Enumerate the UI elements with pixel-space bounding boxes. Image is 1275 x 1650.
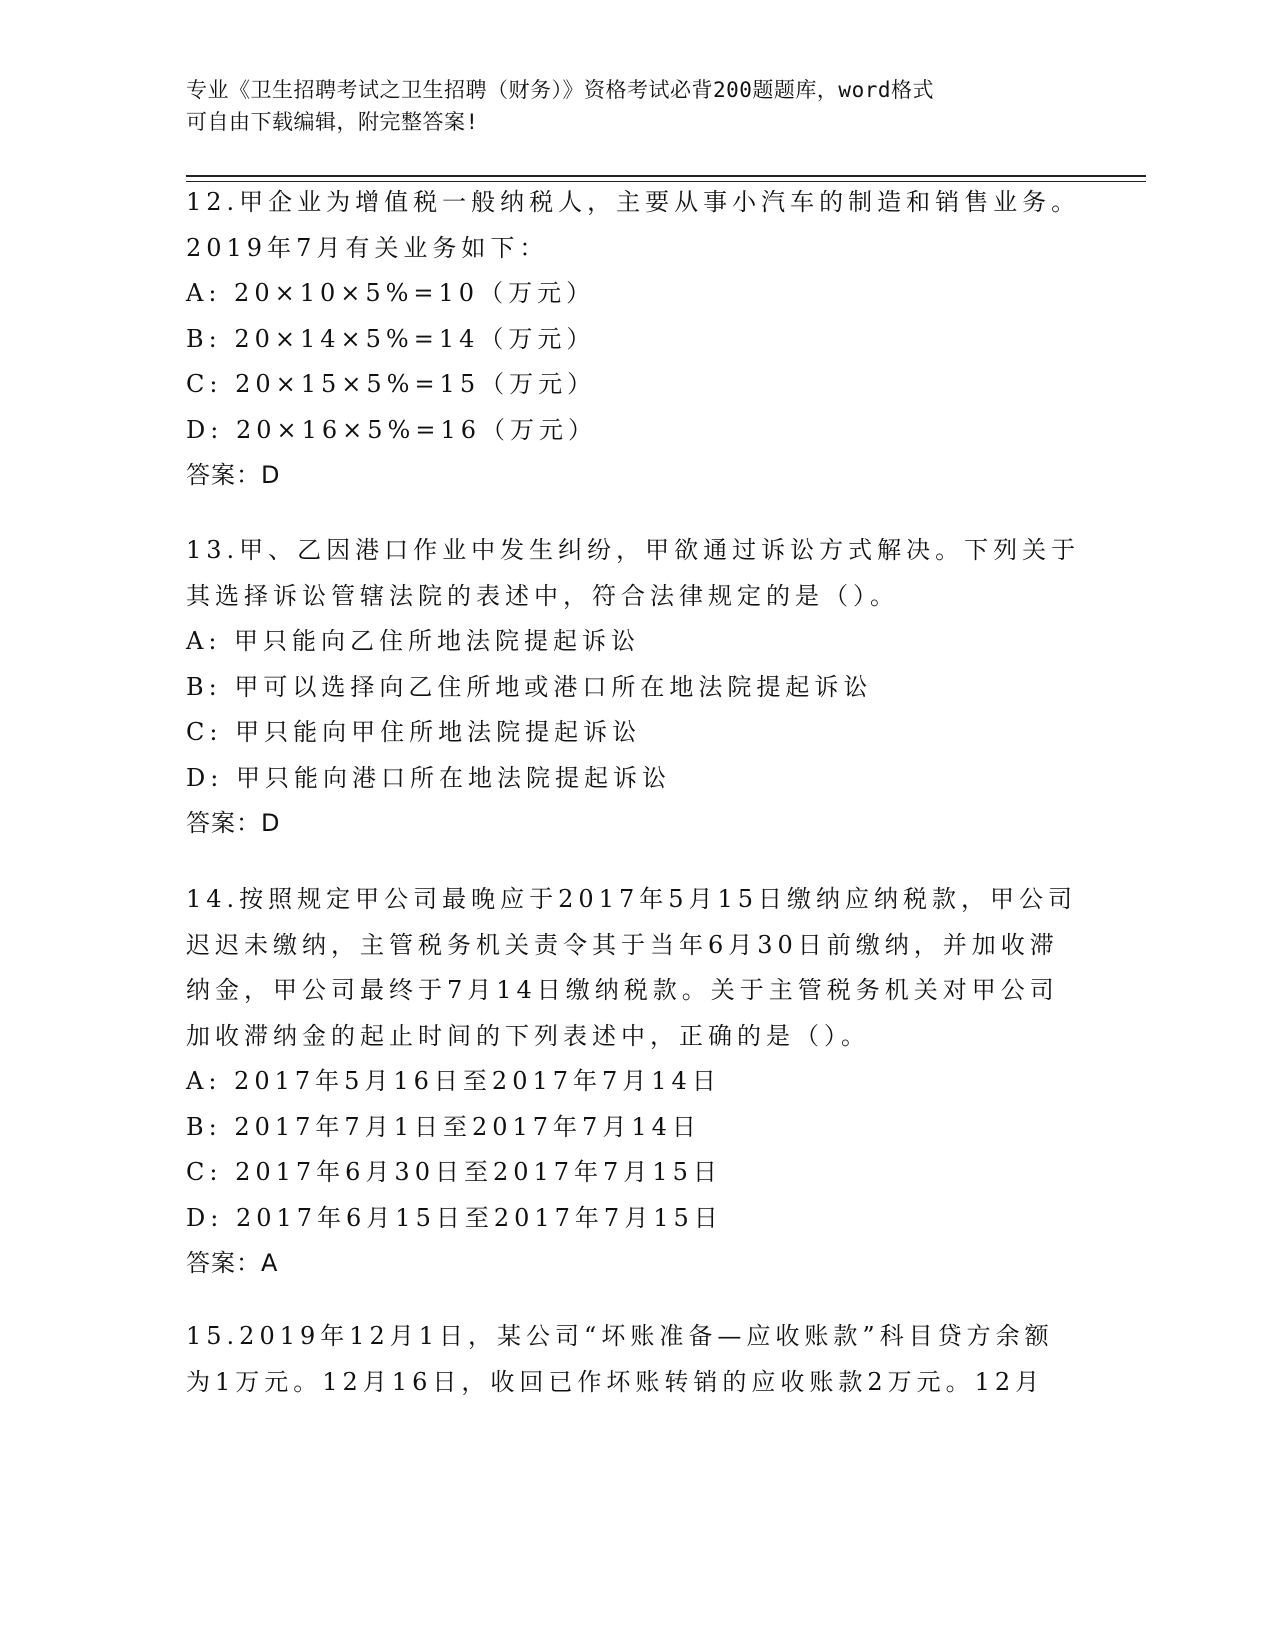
option-a: A: 甲只能向乙住所地法院提起诉讼 (186, 627, 641, 655)
question-13 (186, 528, 1081, 847)
question-stem: 13.甲、乙因港口作业中发生纠纷，甲欲通过诉讼方式解决。下列关于 (186, 536, 1081, 564)
option-b: B: 甲可以选择向乙住所地或港口所在地法院提起诉讼 (186, 672, 873, 701)
question-stem: 纳金，甲公司最终于7月14日缴纳税款。关于主管税务机关对甲公司 (186, 976, 1059, 1004)
question-12 (186, 180, 1081, 499)
answer-line: 答案：A (186, 1249, 279, 1277)
option-b: B: 2017年7月1日至2017年7月14日 (186, 1112, 701, 1141)
answer-line: 答案：D (186, 809, 281, 837)
option-c: C: 20×15×5%=15（万元） (186, 370, 597, 398)
header-divider (186, 175, 1146, 177)
question-14 (186, 877, 1078, 1287)
header-line: 专业《卫生招聘考试之卫生招聘（财务）》资格考试必背200题题库，word格式 (186, 78, 934, 102)
question-stem: 迟迟未缴纳，主管税务机关责令其于当年6月30日前缴纳，并加收滞 (186, 930, 1059, 959)
question-stem: 15.2019年12月1日，某公司“坏账准备—应收账款”科目贷方余额 (186, 1322, 1054, 1350)
question-stem: 14.按照规定甲公司最晚应于2017年5月15日缴纳应纳税款，甲公司 (186, 885, 1078, 913)
option-d: D: 甲只能向港口所在地法院提起诉讼 (186, 763, 671, 792)
option-a: A: 20×10×5%=10（万元） (186, 279, 596, 307)
option-c: C: 2017年6月30日至2017年7月15日 (186, 1158, 722, 1186)
question-stem: 加收滞纳金的起止时间的下列表述中，正确的是（）。 (186, 1021, 870, 1050)
document-header (186, 74, 1066, 138)
answer-line: 答案：D (186, 461, 281, 489)
option-d: D: 20×16×5%=16（万元） (186, 415, 597, 444)
question-stem: 其选择诉讼管辖法院的表述中，符合法律规定的是（）。 (186, 581, 899, 610)
question-stem: 12.甲企业为增值税一般纳税人，主要从事小汽车的制造和销售业务。 (186, 188, 1081, 216)
header-line: 可自由下载编辑，附完整答案! (186, 110, 479, 134)
option-c: C: 甲只能向甲住所地法院提起诉讼 (186, 718, 642, 746)
option-d: D: 2017年6月15日至2017年7月15日 (186, 1203, 723, 1232)
question-stem: 为1万元。12月16日，收回已作坏账转销的应收账款2万元。12月 (186, 1367, 1045, 1396)
question-stem: 2019年7月有关业务如下： (186, 233, 549, 262)
option-b: B: 20×14×5%=14（万元） (186, 324, 596, 353)
question-15 (186, 1314, 1066, 1405)
option-a: A: 2017年5月16日至2017年7月14日 (186, 1067, 721, 1095)
